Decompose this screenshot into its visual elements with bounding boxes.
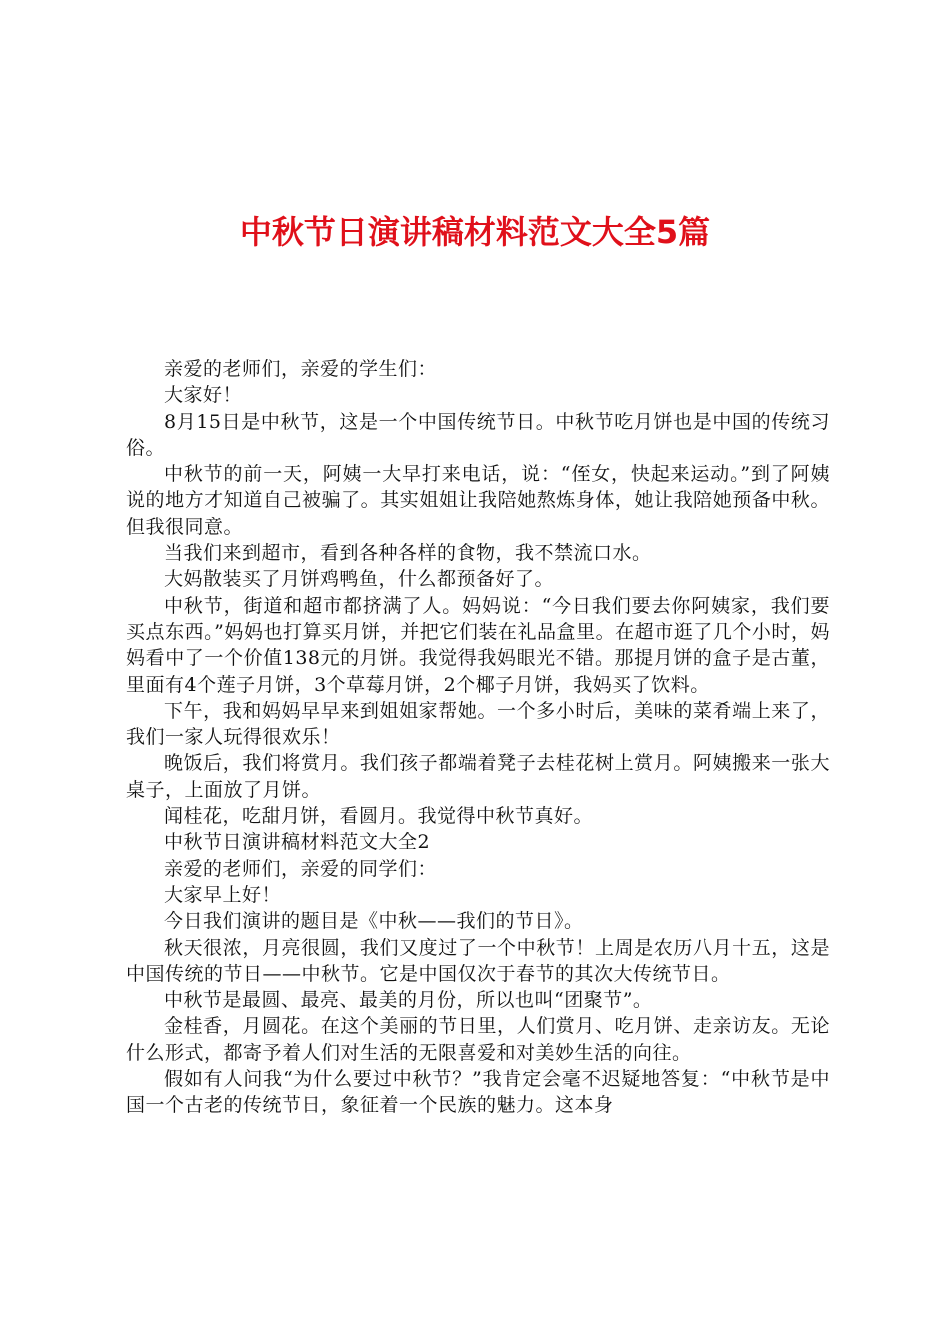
paragraph: 中秋节的前一天，阿姨一大早打来电话，说：“侄女，快起来运动。”到了阿姨说的地方才知道自己被骗了。其实姐姐让我陪她熬炼身体，她让我陪她预备中秋。但我很同意。: [126, 463, 830, 538]
paragraph: 8月15日是中秋节，这是一个中国传统节日。中秋节吃月饼也是中国的传统习俗。: [126, 410, 830, 459]
paragraph: 中秋节是最圆、最亮、最美的月份，所以也叫“团聚节”。: [164, 989, 653, 1012]
paragraph: 下午，我和妈妈早早来到姐姐家帮她。一个多小时后，美味的菜肴端上来了，我们一家人玩得很欢乐！: [126, 699, 830, 749]
paragraph: 晚饭后，我们将赏月。我们孩子都端着凳子去桂花树上赏月。阿姨搬来一张大桌子，上面放了月饼。: [126, 752, 830, 801]
paragraph: 假如有人问我“为什么要过中秋节？”我肯定会毫不迟疑地答复：“中秋节是中国一个古老的传统节日，象征着一个民族的魅力。这本身: [126, 1068, 830, 1117]
paragraph: 闻桂花，吃甜月饼，看圆月。我觉得中秋节真好。: [164, 805, 594, 828]
section-heading: 中秋节日演讲稿材料范文大全2: [164, 831, 431, 854]
paragraph: 秋天很浓，月亮很圆，我们又度过了一个中秋节！上周是农历八月十五，这是中国传统的节日——中秋节。它是中国仅次于春节的其次大传统节日。: [126, 936, 830, 985]
paragraph: 金桂香，月圆花。在这个美丽的节日里，人们赏月、吃月饼、走亲访友。无论什么形式，都寄予着人们对生活的无限喜爱和对美妙生活的向往。: [126, 1015, 830, 1064]
paragraph: 亲爱的老师们，亲爱的同学们：: [164, 857, 438, 880]
paragraph: 当我们来到超市，看到各种各样的食物，我不禁流口水。: [164, 542, 652, 565]
paragraph: 大家好！: [164, 384, 243, 407]
paragraph: 大妈散装买了月饼鸡鸭鱼，什么都预备好了。: [164, 568, 555, 591]
paragraph: 中秋节，街道和超市都挤满了人。妈妈说：“今日我们要去你阿姨家，我们要买点东西。”妈妈也打算买月饼，并把它们装在礼品盒里。在超市逛了几个小时，妈妈看中了一个价值138元的月饼。我觉得我妈眼光不错。那提月饼的盒子是古董，里面有4个莲子月饼，3个草莓月饼，2个椰子月饼，我妈买了饮料。: [126, 594, 830, 696]
paragraph: 亲爱的老师们，亲爱的学生们：: [164, 358, 438, 380]
document-body: [126, 356, 830, 1119]
document-title: 中秋节日演讲稿材料范文大全5篇: [239, 213, 711, 251]
paragraph: 今日我们演讲的题目是《中秋——我们的节日》。: [164, 910, 584, 933]
paragraph: 大家早上好！: [164, 883, 282, 906]
